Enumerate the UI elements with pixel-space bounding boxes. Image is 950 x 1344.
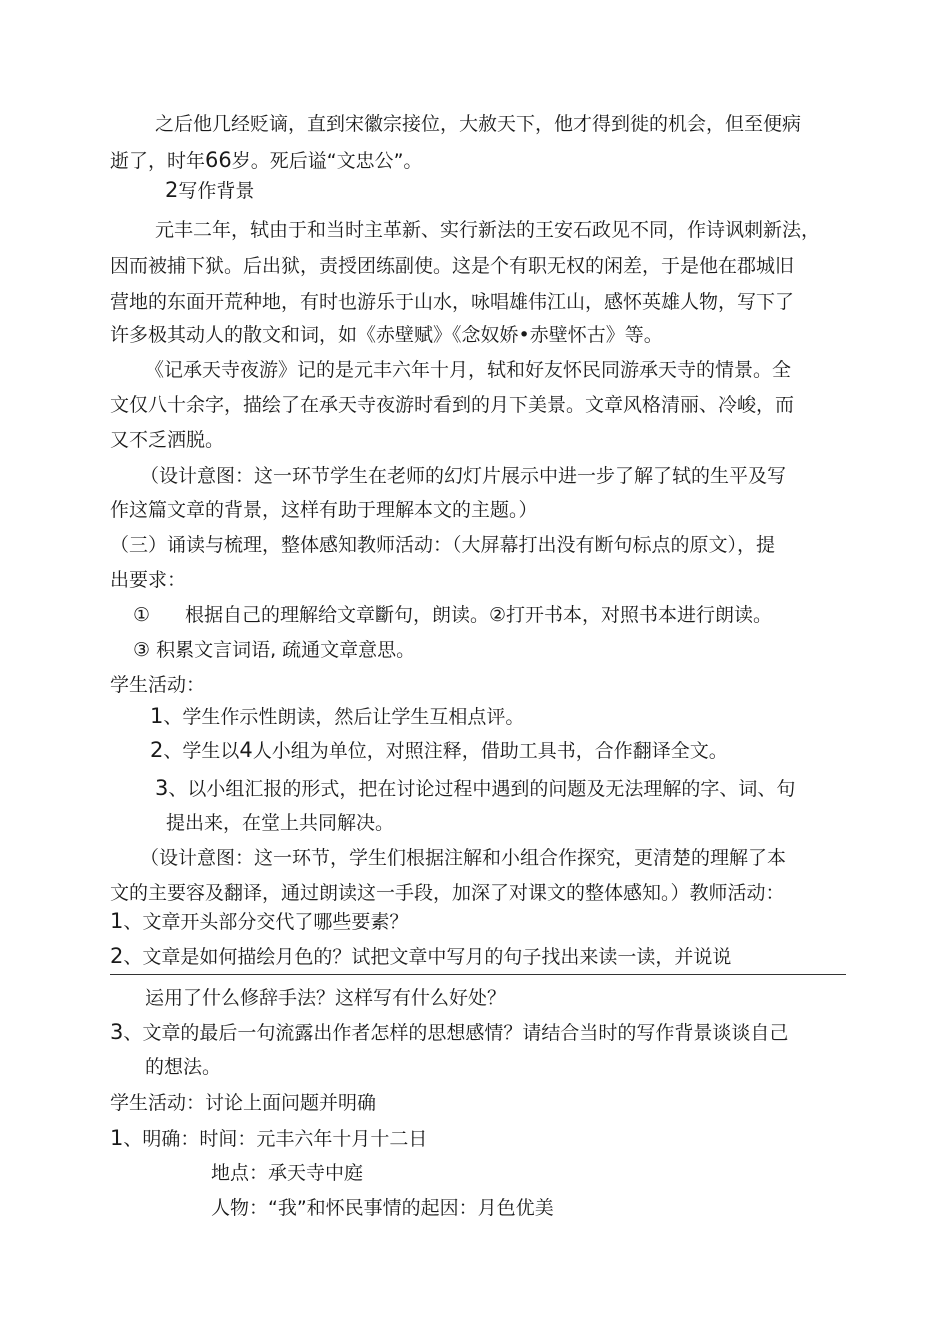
text-span: 的想法。: [145, 1056, 222, 1078]
design-intent-note: [110, 497, 538, 523]
list-number: 1: [110, 1126, 124, 1150]
list-number: 1: [150, 704, 164, 728]
text-span: 因而被捕下狱。后出狱，责授团练副使。这是个有职无权的闲差，于是他在郡城旧: [110, 255, 795, 277]
text-span: 元丰二年，轼由于和当时主革新、实行新法的王安石政见不同，作诗讽刺新法，: [155, 219, 821, 241]
list-number: 2: [150, 738, 164, 762]
answer-item: [110, 1125, 427, 1152]
paragraph-line: [110, 289, 794, 315]
text-span: 、以小组汇报的形式，把在讨论过程中遇到的问题及无法理解的字、词、句: [168, 778, 796, 800]
paragraph-line: [110, 567, 186, 593]
list-number: 3: [155, 776, 169, 800]
question-item: [145, 1054, 221, 1080]
design-intent-note: [110, 880, 785, 906]
design-intent-note: [140, 845, 786, 871]
section-heading: [165, 177, 254, 204]
list-number: 1: [110, 909, 124, 933]
question-item: [110, 943, 731, 970]
text-span: 又不乏洒脱。: [110, 429, 225, 451]
text-span: 、学生作示性朗读，然后让学生互相点评。: [163, 706, 525, 728]
list-item: [150, 737, 728, 764]
list-item: [133, 602, 150, 628]
list-item: [166, 810, 394, 836]
list-number: 2: [110, 944, 124, 968]
section-heading: [110, 1090, 376, 1116]
text-span: （设计意图：这一环节，学生们根据注解和小组合作探究，更清楚的理解了本: [140, 847, 787, 869]
text-span: 学生活动：: [110, 674, 206, 696]
text-span: 出要求：: [110, 569, 187, 591]
answer-item: [211, 1195, 554, 1221]
text-span: （设计意图：这一环节学生在老师的幻灯片展示中进一步了解了轼的生平及写: [140, 465, 787, 487]
text-span: ③ 积累文言词语, 疏通文章意思。: [133, 639, 416, 661]
text-span: 营地的东面开荒种地，有时也游乐于山水，咏唱雄伟江山，感怀英雄人物，写下了: [110, 291, 795, 313]
question-item: [110, 1019, 788, 1046]
text-span: 、文章开头部分交代了哪些要素？: [123, 911, 409, 933]
paragraph-line: [110, 322, 663, 348]
list-item: [150, 703, 524, 730]
paragraph-line: [110, 253, 794, 279]
paragraph-line: [110, 427, 224, 453]
text-span: 、明确：时间：元丰六年十月十二日: [123, 1128, 428, 1150]
list-item: [185, 602, 772, 628]
group-size-number: 4: [239, 738, 253, 762]
text-span: 文仅八十余字，描绘了在承天寺夜游时看到的月下美景。文章风格清丽、冷峻，而: [110, 394, 795, 416]
question-item: [110, 908, 408, 935]
section-heading: [110, 672, 205, 698]
text-span: （三）诵读与梳理，整体感知教师活动：（大屏幕打出没有断句标点的原文），提: [110, 534, 776, 556]
text-span: 根据自己的理解给文章斷句，朗读。②打开书本，对照书本进行朗读。: [185, 604, 773, 626]
list-item: [155, 775, 795, 802]
section-title: 写作背景: [178, 180, 255, 202]
section-number: 2: [165, 178, 179, 202]
paragraph-line: [110, 392, 794, 418]
text-span: 提出来，在堂上共同解决。: [166, 812, 395, 834]
text-span: 岁。死后谥“文忠公”。: [231, 150, 423, 172]
list-item: [133, 637, 415, 663]
text-span: 《记承天寺夜游》记的是元丰六年十月，轼和好友怀民同游承天寺的情景。全: [145, 359, 792, 381]
page-divider: [110, 974, 846, 975]
text-span: 许多极其动人的散文和词，如《赤壁赋》《念奴娇•赤壁怀古》等。: [110, 324, 663, 346]
paragraph-line: [155, 217, 820, 243]
text-span: 人物：“我”和怀民事情的起因：月色优美: [211, 1197, 554, 1219]
paragraph-line: [155, 111, 801, 137]
paragraph-line: [110, 147, 422, 174]
list-number: 3: [110, 1020, 124, 1044]
design-intent-note: [140, 463, 786, 489]
text-span: 之后他几经贬谪，直到宋徽宗接位，大赦天下，他才得到徙的机会，但至便病: [155, 113, 802, 135]
text-span: 、学生以: [163, 740, 240, 762]
text-span: 学生活动：讨论上面问题并明确: [110, 1092, 377, 1114]
section-heading: [110, 532, 775, 558]
text-span: 作这篇文章的背景，这样有助于理解本文的主题。）: [110, 499, 538, 521]
text-span: 人小组为单位，对照注释，借助工具书，合作翻译全文。: [252, 740, 728, 762]
text-span: 逝了，时年: [110, 150, 206, 172]
text-span: 地点：承天寺中庭: [211, 1162, 364, 1184]
question-item: [145, 985, 506, 1011]
text-span: 文的主要容及翻译，通过朗读这一手段，加深了对课文的整体感知。）教师活动：: [110, 882, 785, 904]
text-span: 运用了什么修辞手法？这样写有什么好处？: [145, 987, 507, 1009]
text-span: 、文章是如何描绘月色的？试把文章中写月的句子找出来读一读，并说说: [123, 946, 732, 968]
text-span: 、文章的最后一句流露出作者怎样的思想感情？请结合当时的写作背景谈谈自己: [123, 1022, 789, 1044]
age-number: 66: [205, 148, 232, 172]
paragraph-line: [145, 357, 791, 383]
circled-number: ①: [133, 604, 151, 626]
answer-item: [211, 1160, 363, 1186]
